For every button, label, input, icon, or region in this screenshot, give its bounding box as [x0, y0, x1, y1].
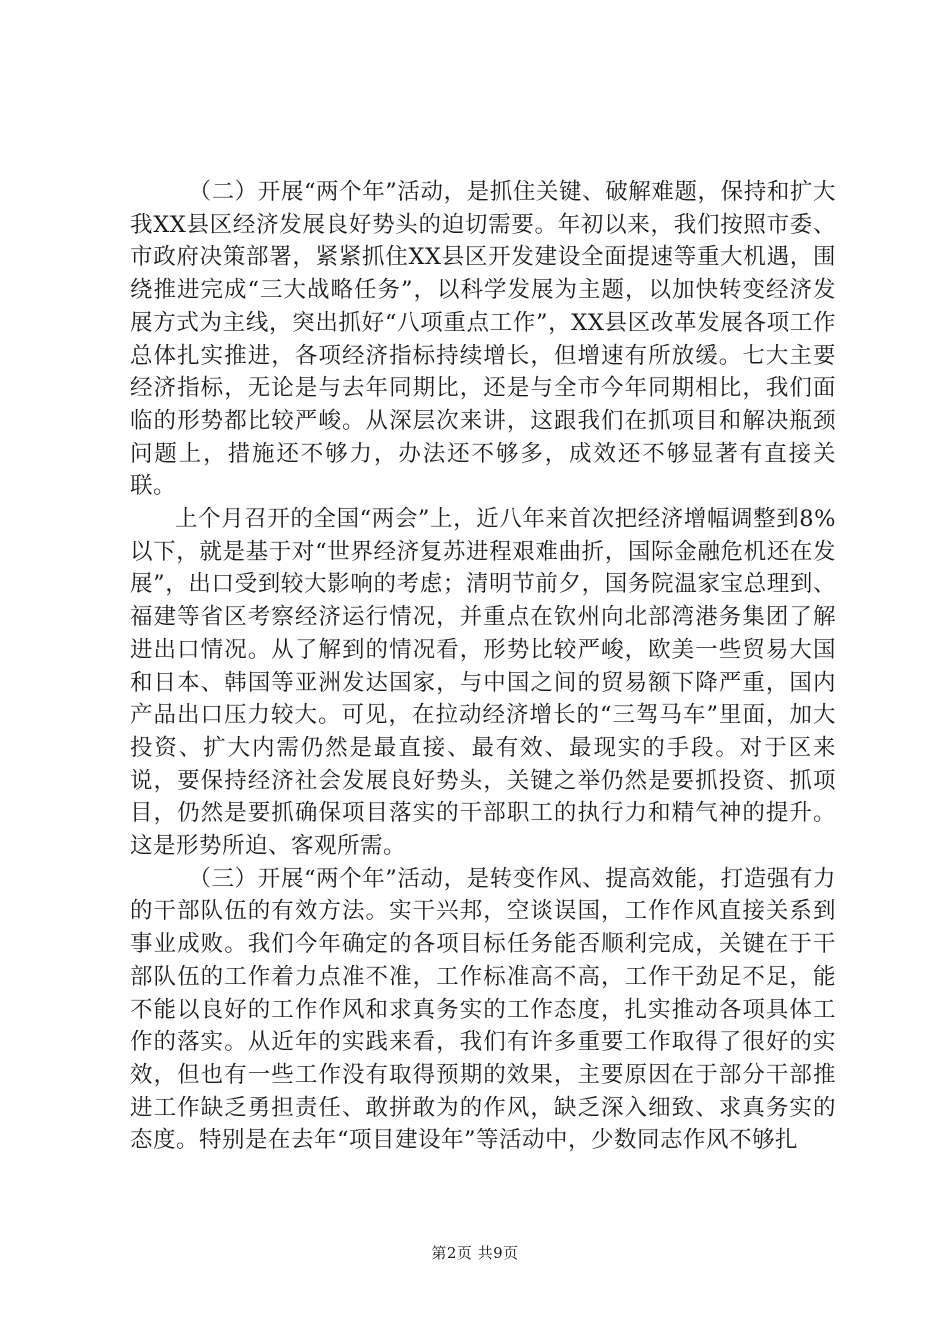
paragraph-3: （三）开展“两个年”活动，是转变作风、提高效能，打造强有力的干部队伍的有效方法。实干兴邦，空谈误国，工作作风直接关系到事业成败。我们今年确定的各项目标任务能否顺利完成，关键在于干部队伍的工作着力点准不准，工作标准高不高，工作干劲足不足，能不能以良好的工作作风和求真务实的工作态度，扎实推动各项具体工作的落实。从近年的实践来看，我们有许多重要工作取得了很好的实效，但也有一些工作没有取得预期的效果，主要原因在于部分干部推进工作缺乏勇担责任、敢拼敢为的作风，缺乏深入细致、求真务实的态度。特别是在去年“项目建设年”等活动中，少数同志作风不够扎	[130, 865, 836, 1154]
document-body	[130, 176, 836, 1157]
paragraph-1: （二）开展“两个年”活动，是抓住关键、破解难题，保持和扩大我XX县区经济发展良好势头的迫切需要。年初以来，我们按照市委、市政府决策部署，紧紧抓住XX县区开发建设全面提速等重大机遇，围绕推进完成“三大战略任务”，以科学发展为主题，以加快转变经济发展方式为主线，突出抓好“八项重点工作”，XX县区改革发展各项工作总体扎实推进，各项经济指标持续增长，但增速有所放缓。七大主要经济指标，无论是与去年同期比，还是与全市今年同期相比，我们面临的形势都比较严峻。从深层次来讲，这跟我们在抓项目和解决瓶颈问题上，措施还不够力，办法还不够多，成效还不够显著有直接关联。	[130, 179, 836, 500]
page-number-footer: 第2页 共9页	[431, 1244, 519, 1262]
paragraph-2: 上个月召开的全国“两会”上，近八年来首次把经济增幅调整到8%以下，就是基于对“世界经济复苏进程艰难曲折，国际金融危机还在发展”，出口受到较大影响的考虑；清明节前夕，国务院温家宝总理到、福建等省区考察经济运行情况，并重点在钦州向北部湾港务集团了解进出口情况。从了解到的情况看，形势比较严峻，欧美一些贸易大国和日本、韩国等亚洲发达国家，与中国之间的贸易额下降严重，国内产品出口压力较大。可见，在拉动经济增长的“三驾马车”里面，加大投资、扩大内需仍然是最直接、最有效、最现实的手段。对于区来说，要保持经济社会发展良好势头，关键之举仍然是要抓投资、抓项目，仍然是要抓确保项目落实的干部职工的执行力和精气神的提升。这是形势所迫、客观所需。	[130, 506, 836, 860]
